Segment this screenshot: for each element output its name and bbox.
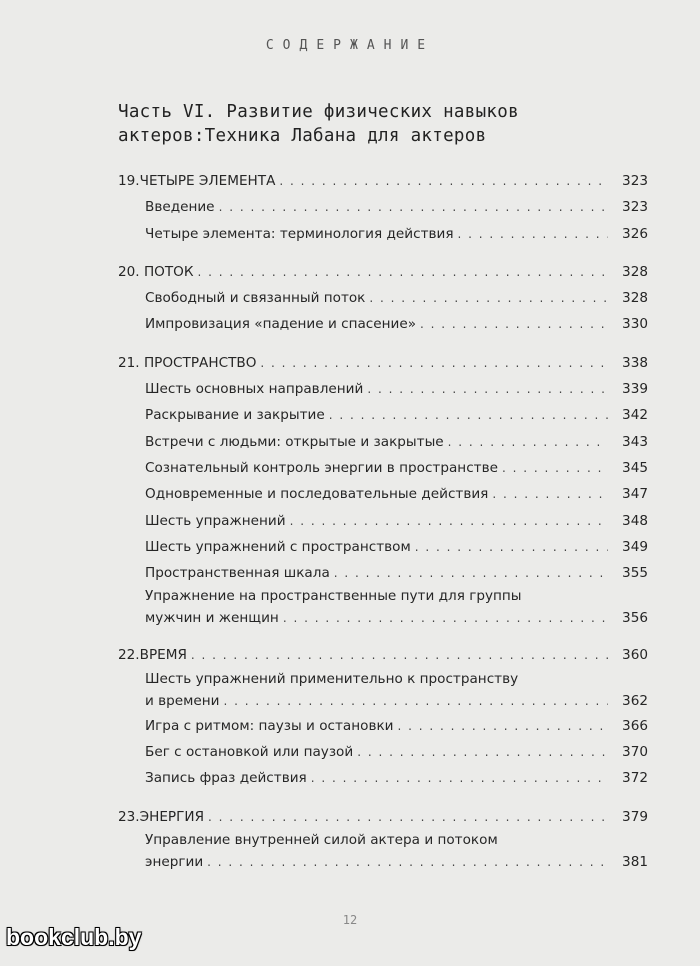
toc-entry-page: 343 <box>622 433 648 450</box>
toc-entry <box>118 376 648 402</box>
chapter-entry-title: 22.ВРЕМЯ <box>118 647 187 664</box>
chapter-entry <box>118 804 648 830</box>
toc-entry-multiline <box>118 586 648 630</box>
chapter-entry-page: 360 <box>622 647 648 664</box>
toc-entry-page: 342 <box>622 407 648 424</box>
chapter-entry <box>118 168 648 194</box>
dot-leader <box>191 642 608 668</box>
chapter-gap <box>118 792 648 804</box>
toc-entry <box>118 285 648 311</box>
dot-leader <box>398 713 609 739</box>
table-of-contents <box>118 168 648 874</box>
toc-entry-title-line-1: Шесть упражнений применительно к пространству <box>145 670 519 687</box>
toc-entry-page: 370 <box>622 744 648 761</box>
toc-entry-title: Сознательный контроль энергии в пространстве <box>145 459 498 476</box>
dot-leader <box>334 560 608 586</box>
toc-entry <box>118 508 648 534</box>
toc-entry-title: Игра с ритмом: паузы и остановки <box>145 717 394 734</box>
toc-entry <box>118 713 648 739</box>
chapter-gap <box>118 247 648 259</box>
toc-entry-title-line-2: энергии <box>145 853 204 870</box>
toc-entry-page: 326 <box>622 225 648 242</box>
toc-entry-page: 345 <box>622 459 648 476</box>
chapter-gap <box>118 338 648 350</box>
dot-leader <box>311 765 608 791</box>
toc-entry <box>118 402 648 428</box>
dot-leader <box>198 259 608 285</box>
toc-entry-page: 323 <box>622 199 648 216</box>
toc-entry-multiline <box>118 669 648 713</box>
toc-entry-title: Шесть упражнений с пространством <box>145 538 411 555</box>
dot-leader <box>448 429 608 455</box>
dot-leader <box>207 851 608 874</box>
toc-entry-title-line-2: и времени <box>145 692 220 709</box>
chapter-entry-title: 21. ПРОСТРАНСТВО <box>118 354 257 371</box>
watermark-logo: bookclub.by <box>6 924 142 950</box>
toc-entry-title: Запись фраз действия <box>145 770 307 787</box>
part-title-line-2: актеров:Техника Лабана для актеров <box>118 126 487 146</box>
toc-entry-line-2 <box>145 851 648 874</box>
toc-entry-title-line-2: мужчин и женщин <box>145 610 279 627</box>
toc-entry <box>118 311 648 337</box>
toc-entry-title: Импровизация «падение и спасение» <box>145 316 417 333</box>
part-title <box>118 100 618 148</box>
toc-entry-page: 347 <box>622 486 648 503</box>
dot-leader <box>224 690 608 713</box>
toc-entry-multiline <box>118 830 648 874</box>
toc-entry-page: 355 <box>622 565 648 582</box>
chapter-entry-page: 323 <box>622 173 648 189</box>
toc-entry <box>118 221 648 247</box>
dot-leader <box>369 285 608 311</box>
toc-entry <box>118 194 648 220</box>
toc-entry <box>118 455 648 481</box>
toc-entry-page: 339 <box>622 381 648 398</box>
toc-entry-title: Бег с остановкой или паузой <box>145 744 354 761</box>
toc-entry-title: Шесть основных направлений <box>145 381 364 398</box>
toc-entry-page: 349 <box>622 538 648 555</box>
chapter-entry <box>118 642 648 668</box>
toc-entry-title: Введение <box>145 199 215 216</box>
part-title-line-1: Часть VI. Развитие физических навыков <box>118 102 519 122</box>
dot-leader <box>367 376 608 402</box>
running-head: СОДЕРЖАНИЕ <box>265 38 435 53</box>
dot-leader <box>260 350 608 376</box>
toc-entry-page: 356 <box>622 610 648 627</box>
chapter-entry <box>118 350 648 376</box>
dot-leader <box>357 739 608 765</box>
chapter-entry-title: 19.ЧЕТЫРЕ ЭЛЕМЕНТА <box>118 173 276 189</box>
chapter-entry <box>118 259 648 285</box>
dot-leader <box>492 481 608 507</box>
toc-entry-title: Шесть упражнений <box>145 512 286 529</box>
toc-entry-line-2 <box>145 607 648 630</box>
dot-leader <box>290 508 608 534</box>
toc-entry <box>118 429 648 455</box>
toc-entry <box>118 481 648 507</box>
dot-leader <box>279 168 608 194</box>
chapter-entry-title: 20. ПОТОК <box>118 263 194 280</box>
chapter-entry-page: 338 <box>622 354 648 371</box>
toc-entry-title: Встречи с людьми: открытые и закрытые <box>145 433 444 450</box>
toc-entry-page: 366 <box>622 717 648 734</box>
chapter-entry-page: 328 <box>622 263 648 280</box>
toc-entry-page: 348 <box>622 512 648 529</box>
toc-entry-line-2 <box>145 690 648 713</box>
dot-leader <box>329 402 608 428</box>
toc-entry <box>118 534 648 560</box>
toc-entry-page: 381 <box>622 853 648 870</box>
toc-entry-title-line-1: Управление внутренней силой актера и потоком <box>145 831 498 848</box>
toc-entry-title: Одновременные и последовательные действия <box>145 486 489 503</box>
toc-entry-title: Четыре элемента: терминология действия <box>145 225 454 242</box>
toc-entry-title: Свободный и связанный поток <box>145 290 366 307</box>
toc-entry-page: 372 <box>622 770 648 787</box>
chapter-entry-title: 23.ЭНЕРГИЯ <box>118 808 205 825</box>
dot-leader <box>415 534 608 560</box>
dot-leader <box>219 194 608 220</box>
toc-entry <box>118 765 648 791</box>
dot-leader <box>283 607 608 630</box>
toc-entry-page: 362 <box>622 692 648 709</box>
dot-leader <box>420 311 608 337</box>
chapter-gap <box>118 630 648 642</box>
toc-entry-page: 328 <box>622 290 648 307</box>
toc-entry-title: Раскрывание и закрытие <box>145 407 325 424</box>
dot-leader <box>502 455 608 481</box>
toc-entry <box>118 739 648 765</box>
toc-entry-page: 330 <box>622 316 648 333</box>
page-number: 12 <box>342 913 358 927</box>
toc-entry-title-line-1: Упражнение на пространственные пути для группы <box>145 588 522 605</box>
toc-entry-title: Пространственная шкала <box>145 565 330 582</box>
toc-entry <box>118 560 648 586</box>
chapter-entry-page: 379 <box>622 808 648 825</box>
dot-leader <box>458 221 608 247</box>
dot-leader <box>208 804 608 830</box>
